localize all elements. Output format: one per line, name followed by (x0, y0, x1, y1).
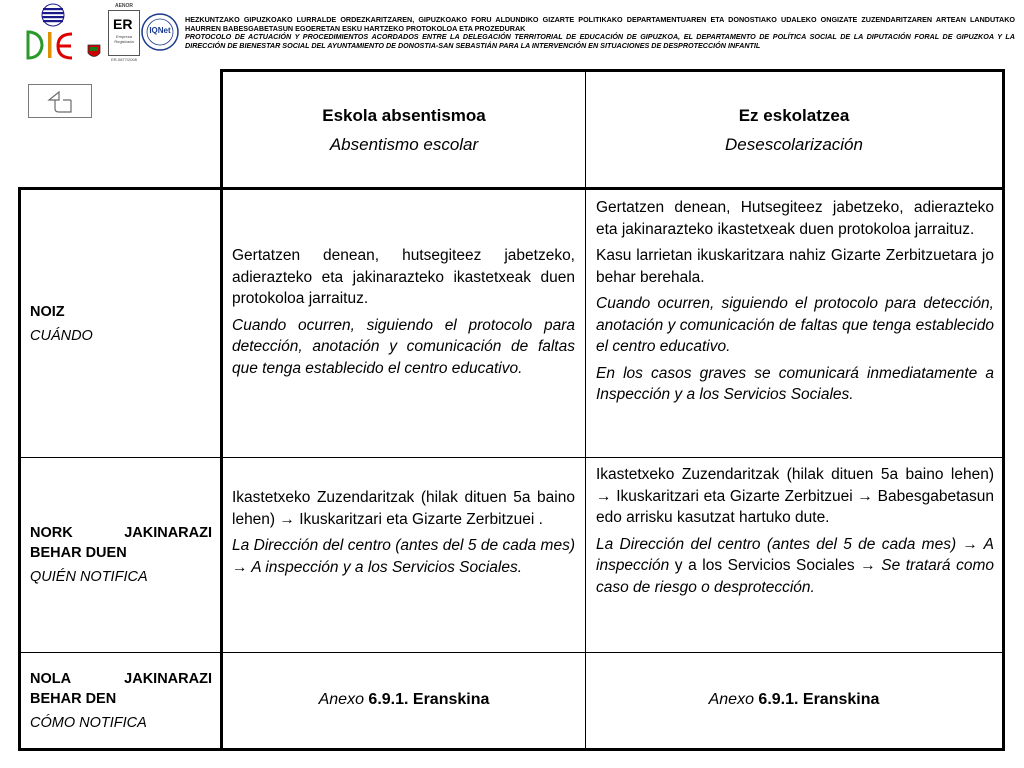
cell-text-eu: Ikastetxeko Zuzendaritzak (hilak dituen 5a baino lehen) → Ikuskaritzari eta Gizarte Zerbitzuei → Babesgabetasun edo arrisku kasutzat hartuko dute. (596, 466, 994, 526)
iqnet-logo (141, 13, 179, 51)
cell-nork-absentismo (232, 487, 575, 583)
annex-prefix: Anexo (708, 691, 759, 708)
annex-link[interactable]: 6.9.1. Eranskina (368, 691, 490, 708)
column-title-eu: Ez eskolatzea (738, 106, 850, 125)
cell-text-es: Cuando ocurren, siguiendo el protocolo para detección, anotación y comunicación de faltas que tenga establecido el centro educativo. (596, 295, 994, 355)
header-logos (0, 0, 184, 66)
table-border-row2 (18, 652, 1005, 653)
cell-text-es: Cuando ocurren, siguiendo el protocolo para detección, anotación y comunicación de faltas que tenga establecido el centro educativo. (232, 316, 575, 377)
cell-text-es-mixed (596, 534, 994, 599)
row-label-nork (30, 523, 212, 587)
row-label-es: CÓMO NOTIFICA (30, 715, 147, 731)
die-logo-icon (22, 2, 84, 64)
cell-nola-absentismo (223, 691, 585, 709)
table-border-col2 (585, 69, 586, 751)
return-arrow-icon (45, 89, 77, 115)
annex-prefix: Anexo (318, 691, 369, 708)
table-border-top (222, 69, 1005, 72)
cell-text-eu: Ikastetxeko Zuzendaritzak (hilak dituen 5a baino lehen) → Ikuskaritzari eta Gizarte Zerbitzuei . (232, 489, 575, 528)
cell-nork-desescolarizacion (596, 464, 994, 603)
er-caption-1: Empresa (115, 34, 132, 39)
aenor-certification-logo (108, 2, 140, 62)
cell-text-es: La Dirección del centro (antes del 5 de cada mes) → A inspección y a los Servicios Sociales. (232, 537, 575, 576)
column-title-es: Desescolarización (725, 135, 863, 154)
table-border-left (18, 187, 21, 751)
iqnet-text: IQNet (149, 26, 171, 35)
column-header-desescolarizacion (586, 101, 1002, 159)
table-border-bottom (18, 748, 1005, 751)
cell-text-eu-2: Kasu larrietan ikuskaritzara nahiz Gizarte Zerbitzuetara jo behar berehala. (596, 247, 994, 286)
back-button[interactable] (28, 84, 92, 118)
cell-nola-desescolarizacion (586, 691, 1002, 709)
cell-noiz-absentismo (232, 245, 575, 384)
row-label-eu: NORK JAKINARAZI BEHAR DUEN (30, 525, 212, 561)
coat-of-arms-icon (86, 44, 102, 60)
row-label-es: QUIÉN NOTIFICA (30, 569, 148, 585)
header-title (185, 16, 1015, 50)
cell-text-eu: Gertatzen denean, hutsegiteez jabetzeko, adierazteko eta jakinarazteko ikastetxeak duen protokoloa jarraituz. (232, 247, 575, 307)
aenor-text: AENOR (114, 3, 134, 9)
cell-text-es-c: → Se tratará como caso de riesgo o desprotección. (596, 557, 994, 596)
er-caption-2: Registrada (114, 39, 134, 44)
row-label-nola (30, 669, 212, 733)
header-title-eu: HEZKUNTZAKO GIPUZKOAKO LURRALDE ORDEZKARITZAREN, GIPUZKOAKO FORU ALDUNDIKO GIZARTE POLITIKAKO DEPARTAMENTUAREN ETA DONOSTIAKO UDALEKO ONGIZATE ZUZENDARITZAREN ARTEAN LANDUTAKO HAURREN BABESGABETASUN EGOERETAN ESKU HARTZEKO PROTOKOLOA ETA PROZEDURAK (185, 15, 1015, 33)
row-label-eu: NOIZ (30, 304, 65, 320)
annex-link[interactable]: 6.9.1. Eranskina (758, 691, 880, 708)
cell-text-es-2: En los casos graves se comunicará inmediatamente a Inspección y a los Servicios Sociales. (596, 364, 994, 403)
header-title-es: PROTOCOLO DE ACTUACIÓN Y PROCEDIMIENTOS ACORDADOS ENTRE LA DELEGACIÓN TERRITORIAL DE EDUCACIÓN DE GIPUZKOA, EL DEPARTAMENTO DE POLÍTICA SOCIAL DE LA DIPUTACIÓN FORAL DE GIPUZKOA Y LA DIRECCIÓN DE BIENESTAR SOCIAL DEL AYUNTAMIENTO DE DONOSTIA-SAN SEBASTIÁN PARA LA INTERVENCIÓN EN SITUACIONES DE DESPROTECCIÓN INFANTIL (185, 32, 1015, 50)
er-code: ER-0877/2008 (111, 57, 137, 62)
cell-text-es-a: La Dirección del centro (antes del 5 de cada mes) → A inspección (596, 535, 994, 574)
column-title-es: Absentismo escolar (329, 135, 479, 154)
row-label-es: CUÁNDO (30, 328, 93, 344)
cell-text-eu: Gertatzen denean, Hutsegiteez jabetzeko, adierazteko eta jakinarazteko ikastetxeak duen protokoloa jarraituz. (596, 199, 994, 238)
er-mark: ER (113, 16, 133, 32)
table-border-header (18, 187, 1005, 190)
cell-text-es-b: y a los Servicios Sociales (669, 557, 861, 574)
row-label-eu: NOLA JAKINARAZI BEHAR DEN (30, 671, 212, 707)
row-label-noiz (30, 302, 212, 346)
column-title-eu: Eskola absentismoa (322, 106, 486, 125)
table-border-row1 (18, 457, 1005, 458)
cell-noiz-desescolarizacion (596, 197, 994, 411)
column-header-absentismo (223, 101, 585, 159)
table-border-col1 (220, 69, 223, 751)
table-border-right (1002, 69, 1005, 751)
